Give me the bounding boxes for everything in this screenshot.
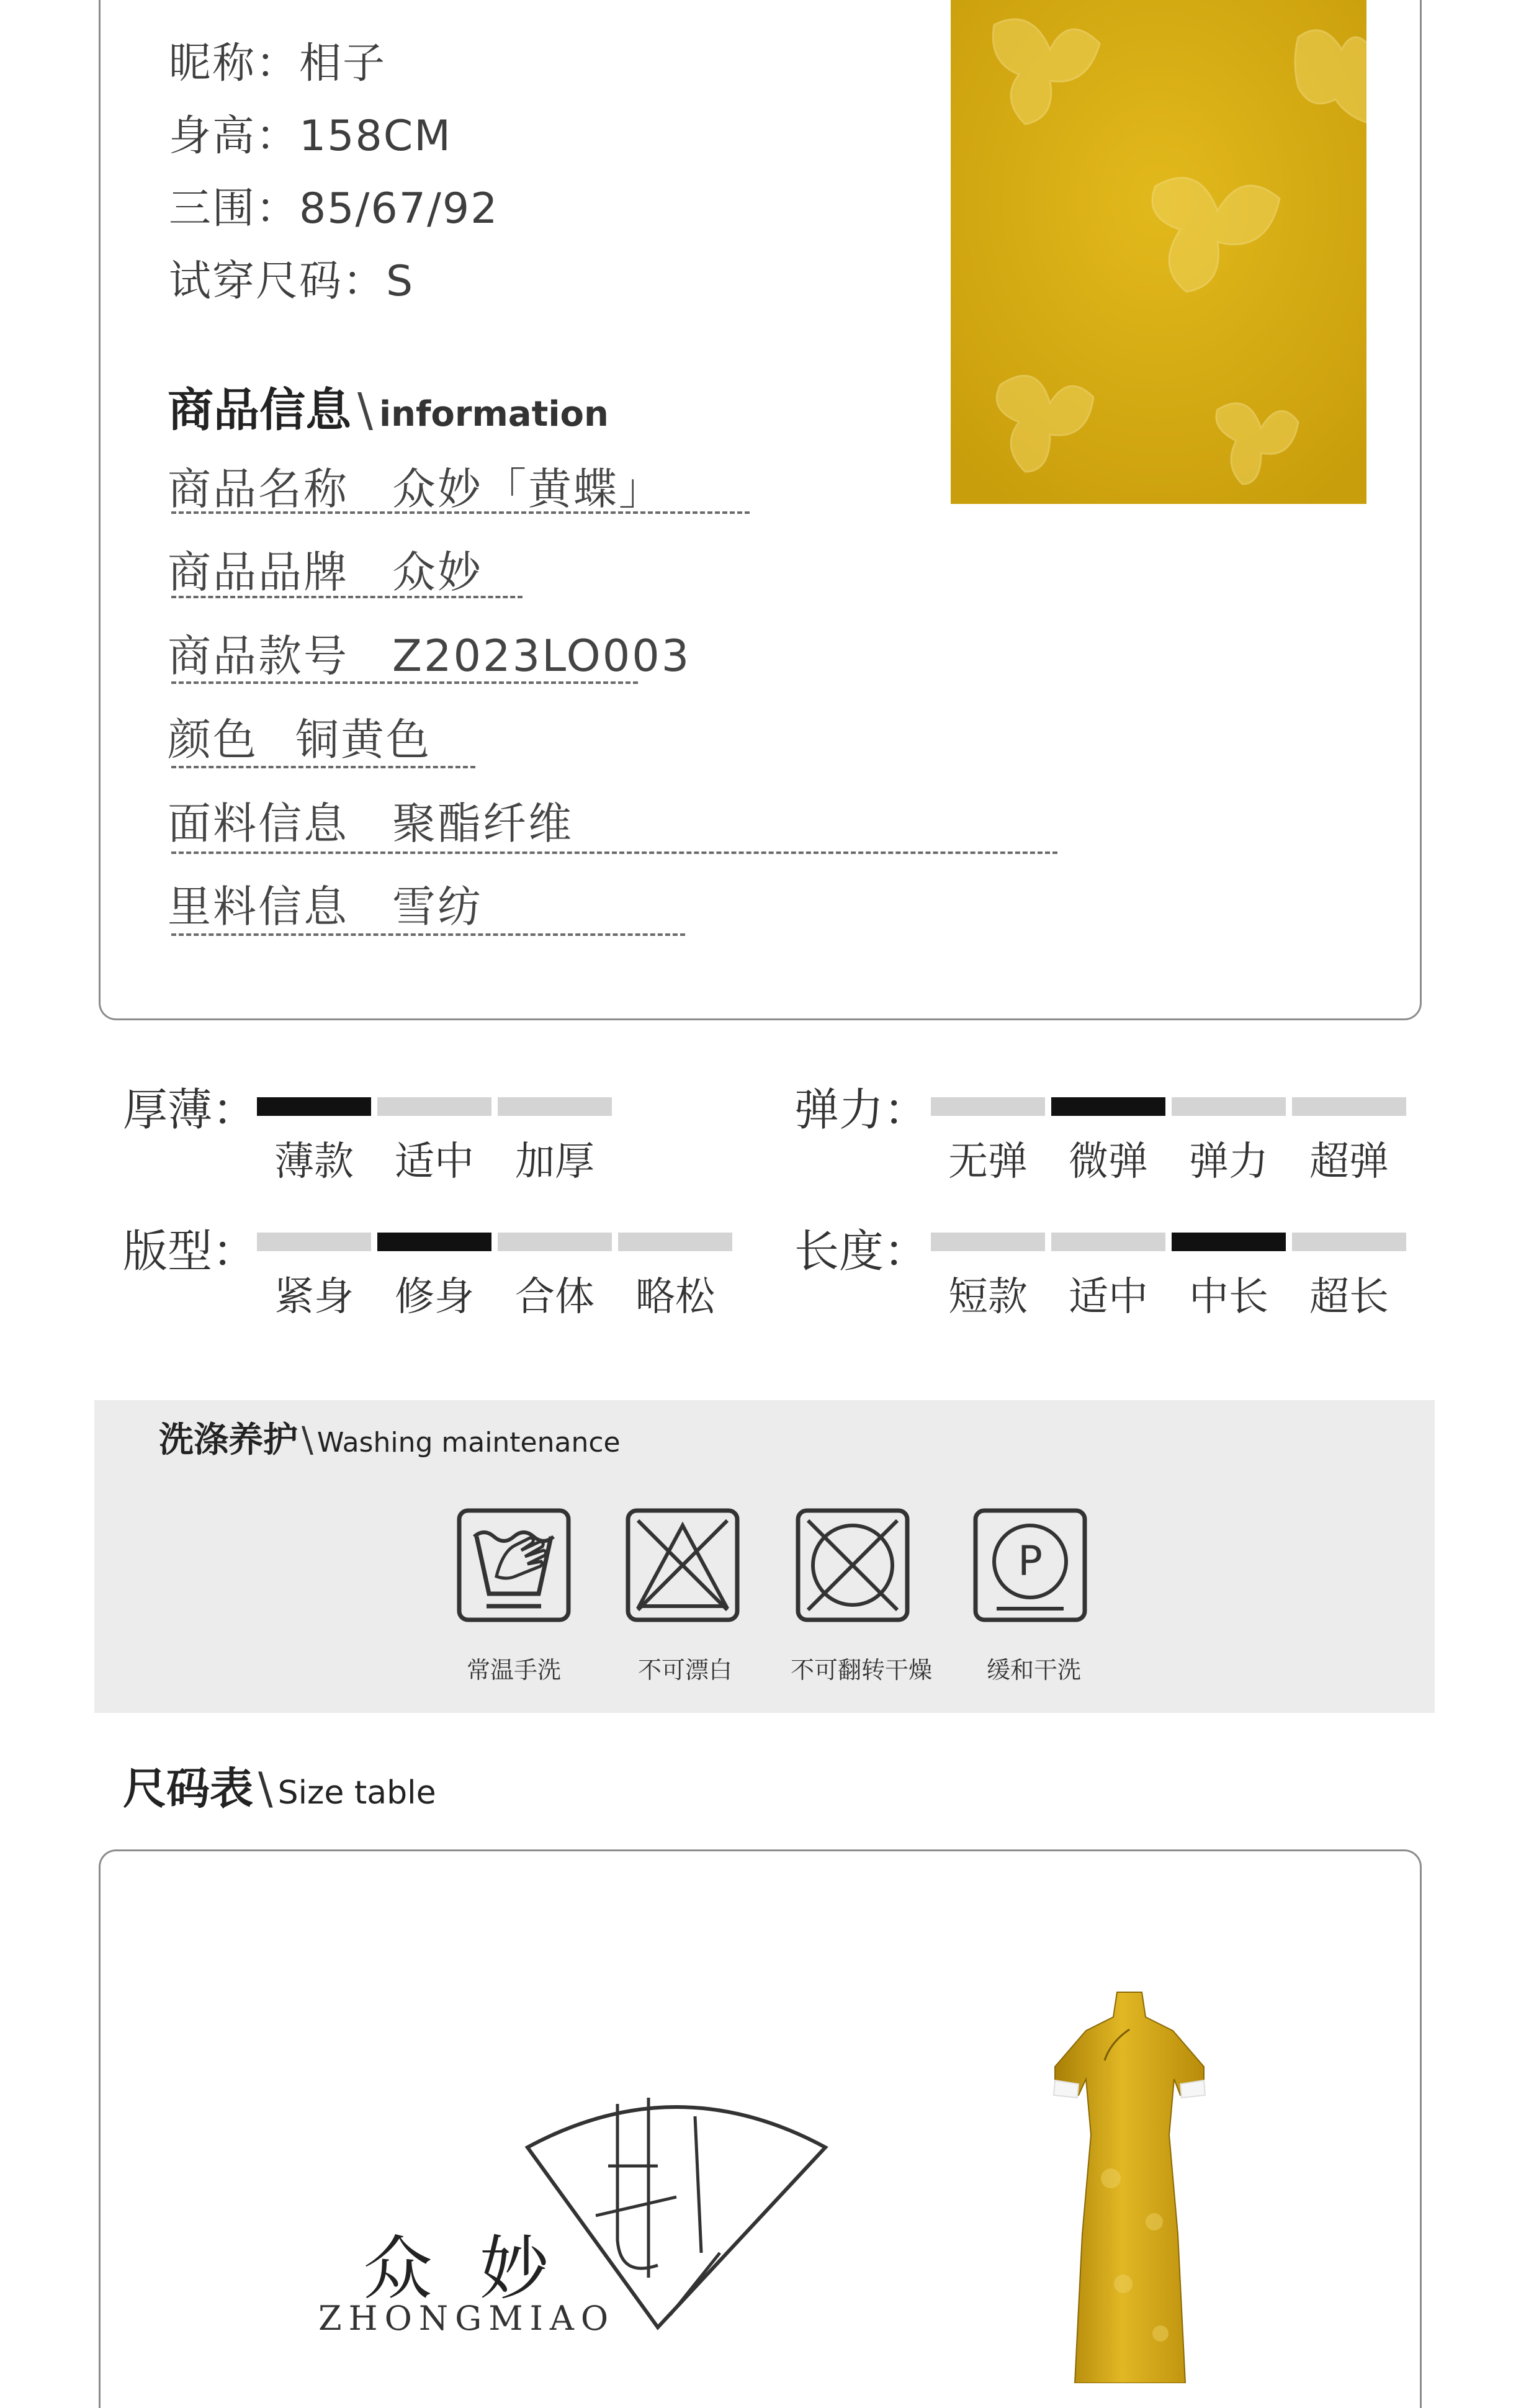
elasticity-option: 弹力: [1189, 1139, 1268, 1185]
divider: [171, 933, 685, 936]
brand-name-cn: 众 妙: [363, 2229, 562, 2309]
washing-section-title: 洗涤养护 \ Washing maintenance: [159, 1420, 621, 1460]
svg-text:P: P: [1018, 1537, 1043, 1585]
elasticity-bar-0: [931, 1097, 1045, 1116]
fit-bar-0: [257, 1233, 371, 1251]
thickness-option: 加厚: [515, 1139, 595, 1185]
elasticity-label: 弹力：: [794, 1084, 929, 1136]
hand-wash-icon: [455, 1507, 572, 1624]
model-trial-size: 试穿尺码：S: [169, 257, 415, 306]
no-tumble-dry-icon: [794, 1507, 911, 1624]
brand-name-en: ZHONGMIAO: [318, 2299, 616, 2338]
length-bar-3: [1292, 1233, 1406, 1251]
fit-option: 略松: [635, 1274, 715, 1320]
length-bar-0: [931, 1233, 1045, 1251]
elasticity-bar-2: [1172, 1097, 1286, 1116]
length-option: 适中: [1069, 1274, 1148, 1320]
model-nickname: 昵称：相子: [169, 39, 387, 88]
elasticity-bar-3: [1292, 1097, 1406, 1116]
divider: [171, 766, 475, 768]
wash-label: 缓和干洗: [986, 1656, 1081, 1684]
info-section-title: 商品信息 \ information: [168, 384, 609, 437]
fit-bar-3: [618, 1233, 732, 1251]
elasticity-option: 无弹: [948, 1139, 1028, 1185]
info-row-lining: 里料信息 雪纺: [168, 881, 483, 932]
thickness-option: 薄款: [274, 1139, 354, 1185]
fit-option: 紧身: [274, 1274, 354, 1320]
divider: [171, 596, 523, 598]
thickness-bar-2: [498, 1097, 612, 1116]
fabric-swatch-image: [951, 0, 1366, 504]
divider: [171, 851, 1057, 854]
info-row-name: 商品名称 众妙「黄蝶」: [168, 464, 664, 514]
wash-label: 不可翻转干燥: [790, 1656, 932, 1684]
info-row-brand: 商品品牌 众妙: [168, 547, 483, 598]
fit-bar-1: [377, 1233, 491, 1251]
size-table-title: 尺码表 \ Size table: [123, 1763, 436, 1814]
no-bleach-icon: [624, 1507, 741, 1624]
length-option: 短款: [948, 1274, 1028, 1320]
qipao-dress-image: [1018, 1974, 1241, 2383]
butterfly-pattern-icon: [951, 0, 1366, 504]
wash-label: 不可漂白: [637, 1656, 732, 1684]
thickness-option: 适中: [395, 1139, 474, 1185]
thickness-bar-1: [377, 1097, 491, 1116]
model-height: 身高：158CM: [169, 112, 452, 161]
divider: [171, 511, 750, 514]
info-row-style-no: 商品款号 Z2023LO003: [168, 631, 691, 681]
fit-option: 修身: [395, 1274, 474, 1320]
fit-label: 版型：: [123, 1225, 258, 1277]
info-row-fabric: 面料信息 聚酯纤维: [168, 798, 573, 849]
info-row-color: 颜色 铜黄色: [168, 714, 431, 765]
length-bar-1: [1051, 1233, 1165, 1251]
fit-bar-2: [498, 1233, 612, 1251]
length-label: 长度：: [794, 1225, 929, 1277]
dry-clean-p-icon: [972, 1507, 1088, 1624]
divider: [171, 681, 638, 684]
fit-option: 合体: [515, 1274, 595, 1320]
wash-label: 常温手洗: [466, 1656, 561, 1684]
thickness-bar-0: [257, 1097, 371, 1116]
length-option: 超长: [1309, 1274, 1389, 1320]
length-bar-2: [1172, 1233, 1286, 1251]
elasticity-option: 微弹: [1069, 1139, 1148, 1185]
length-option: 中长: [1189, 1274, 1268, 1320]
model-measurements: 三围：85/67/92: [169, 184, 499, 233]
thickness-label: 厚薄：: [123, 1084, 258, 1136]
elasticity-bar-1: [1051, 1097, 1165, 1116]
elasticity-option: 超弹: [1309, 1139, 1389, 1185]
